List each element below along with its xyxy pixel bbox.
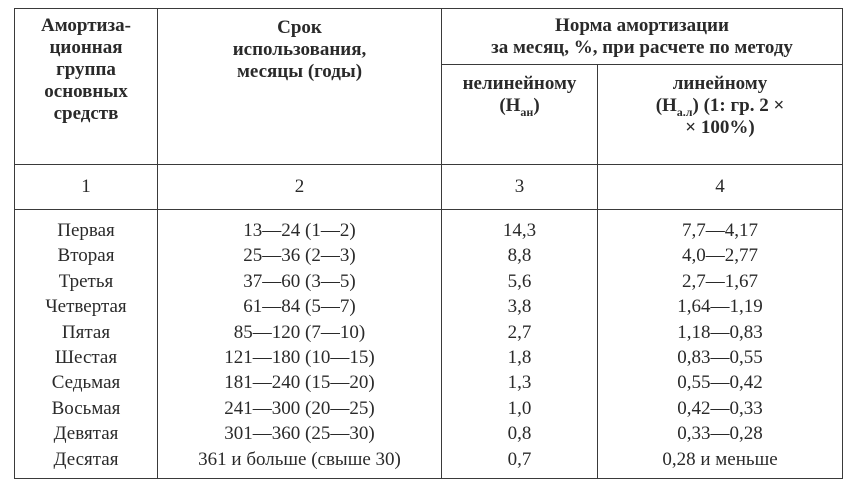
header-norm-line: за месяц, %, при расчете по методу bbox=[491, 37, 793, 58]
header-linear-line: линейному bbox=[672, 73, 768, 94]
linear-column bbox=[598, 210, 843, 479]
header-group-line: основных bbox=[44, 81, 128, 102]
term-cell: 361 и больше (свыше 30) bbox=[198, 448, 401, 470]
depreciation-table-container bbox=[14, 8, 842, 479]
linear-cell: 0,42—0,33 bbox=[677, 397, 763, 419]
nonlinear-cell: 1,3 bbox=[507, 372, 532, 394]
group-cell: Вторая bbox=[57, 245, 115, 267]
nonlinear-cell: 1,8 bbox=[507, 347, 532, 369]
column-number: 3 bbox=[442, 165, 598, 210]
group-cell: Девятая bbox=[53, 423, 119, 445]
header-term-line: использования, bbox=[232, 39, 367, 60]
linear-cell: 2,7—1,67 bbox=[682, 270, 758, 292]
header-norm bbox=[442, 9, 843, 65]
symbol-close: ) bbox=[533, 95, 540, 116]
header-group-line: Амортиза- bbox=[41, 15, 131, 36]
group-cell: Десятая bbox=[53, 448, 119, 470]
term-cell: 37—60 (3—5) bbox=[243, 270, 356, 292]
group-cell: Третья bbox=[58, 270, 114, 292]
nonlinear-cell: 3,8 bbox=[507, 296, 532, 318]
linear-cell: 0,55—0,42 bbox=[677, 372, 763, 394]
header-term-line: месяцы (годы) bbox=[236, 61, 363, 82]
column-number: 2 bbox=[158, 165, 442, 210]
group-cell: Восьмая bbox=[51, 397, 121, 419]
linear-cell: 1,64—1,19 bbox=[677, 296, 763, 318]
header-group-line: ционная bbox=[49, 37, 123, 58]
header-row-1 bbox=[15, 9, 843, 65]
term-cell: 25—36 (2—3) bbox=[243, 245, 356, 267]
term-cell: 241—300 (20—25) bbox=[224, 397, 375, 419]
header-linear bbox=[598, 65, 843, 165]
term-cell: 85—120 (7—10) bbox=[233, 321, 366, 343]
nonlinear-cell: 0,8 bbox=[507, 423, 532, 445]
nonlinear-column bbox=[442, 210, 598, 479]
linear-cell: 0,28 и меньше bbox=[662, 448, 778, 470]
nonlinear-cell: 14,3 bbox=[502, 220, 537, 241]
linear-cell: 0,33—0,28 bbox=[677, 423, 763, 445]
nonlinear-cell: 1,0 bbox=[507, 397, 532, 419]
header-linear-symbol bbox=[598, 95, 842, 117]
term-cell: 61—84 (5—7) bbox=[243, 296, 356, 318]
linear-cell: 0,83—0,55 bbox=[677, 347, 763, 369]
header-term bbox=[158, 9, 442, 165]
depreciation-table bbox=[14, 8, 843, 479]
term-cell: 301—360 (25—30) bbox=[224, 423, 375, 445]
linear-cell: 1,18—0,83 bbox=[677, 321, 763, 343]
group-column bbox=[15, 210, 158, 479]
term-cell: 121—180 (10—15) bbox=[224, 347, 375, 369]
column-number-row bbox=[15, 165, 843, 210]
header-nonlinear bbox=[442, 65, 598, 165]
header-group-line: группа bbox=[56, 59, 116, 80]
header-group bbox=[15, 9, 158, 165]
symbol-subscript: а.л bbox=[676, 104, 693, 119]
header-group-line: средств bbox=[53, 103, 119, 124]
column-number: 4 bbox=[598, 165, 843, 210]
header-norm-line: Норма амортизации bbox=[555, 15, 729, 36]
header-linear-line: × 100%) bbox=[685, 117, 755, 138]
symbol-h: (Н bbox=[655, 95, 677, 116]
group-cell: Пятая bbox=[61, 321, 111, 343]
group-cell: Четвертая bbox=[45, 296, 127, 318]
term-column bbox=[158, 210, 442, 479]
data-block bbox=[15, 210, 843, 479]
group-cell: Седьмая bbox=[51, 372, 121, 394]
nonlinear-cell: 5,6 bbox=[507, 270, 532, 292]
linear-cell: 4,0—2,77 bbox=[682, 245, 758, 267]
symbol-formula: ) (1: гр. 2 × bbox=[692, 95, 785, 116]
nonlinear-cell: 8,8 bbox=[507, 245, 532, 267]
header-nonlinear-symbol bbox=[442, 95, 597, 117]
term-cell: 181—240 (15—20) bbox=[224, 372, 375, 394]
term-cell: 13—24 (1—2) bbox=[243, 220, 356, 241]
column-number: 1 bbox=[15, 165, 158, 210]
header-nonlinear-line: нелинейному bbox=[462, 73, 577, 94]
linear-cell: 7,7—4,17 bbox=[682, 220, 758, 241]
symbol-h: (Н bbox=[499, 95, 521, 116]
group-cell: Шестая bbox=[54, 347, 118, 369]
nonlinear-cell: 2,7 bbox=[507, 321, 532, 343]
group-cell: Первая bbox=[57, 220, 115, 241]
nonlinear-cell: 0,7 bbox=[507, 448, 532, 470]
symbol-subscript: ан bbox=[520, 104, 534, 119]
header-term-line: Срок bbox=[277, 17, 322, 38]
